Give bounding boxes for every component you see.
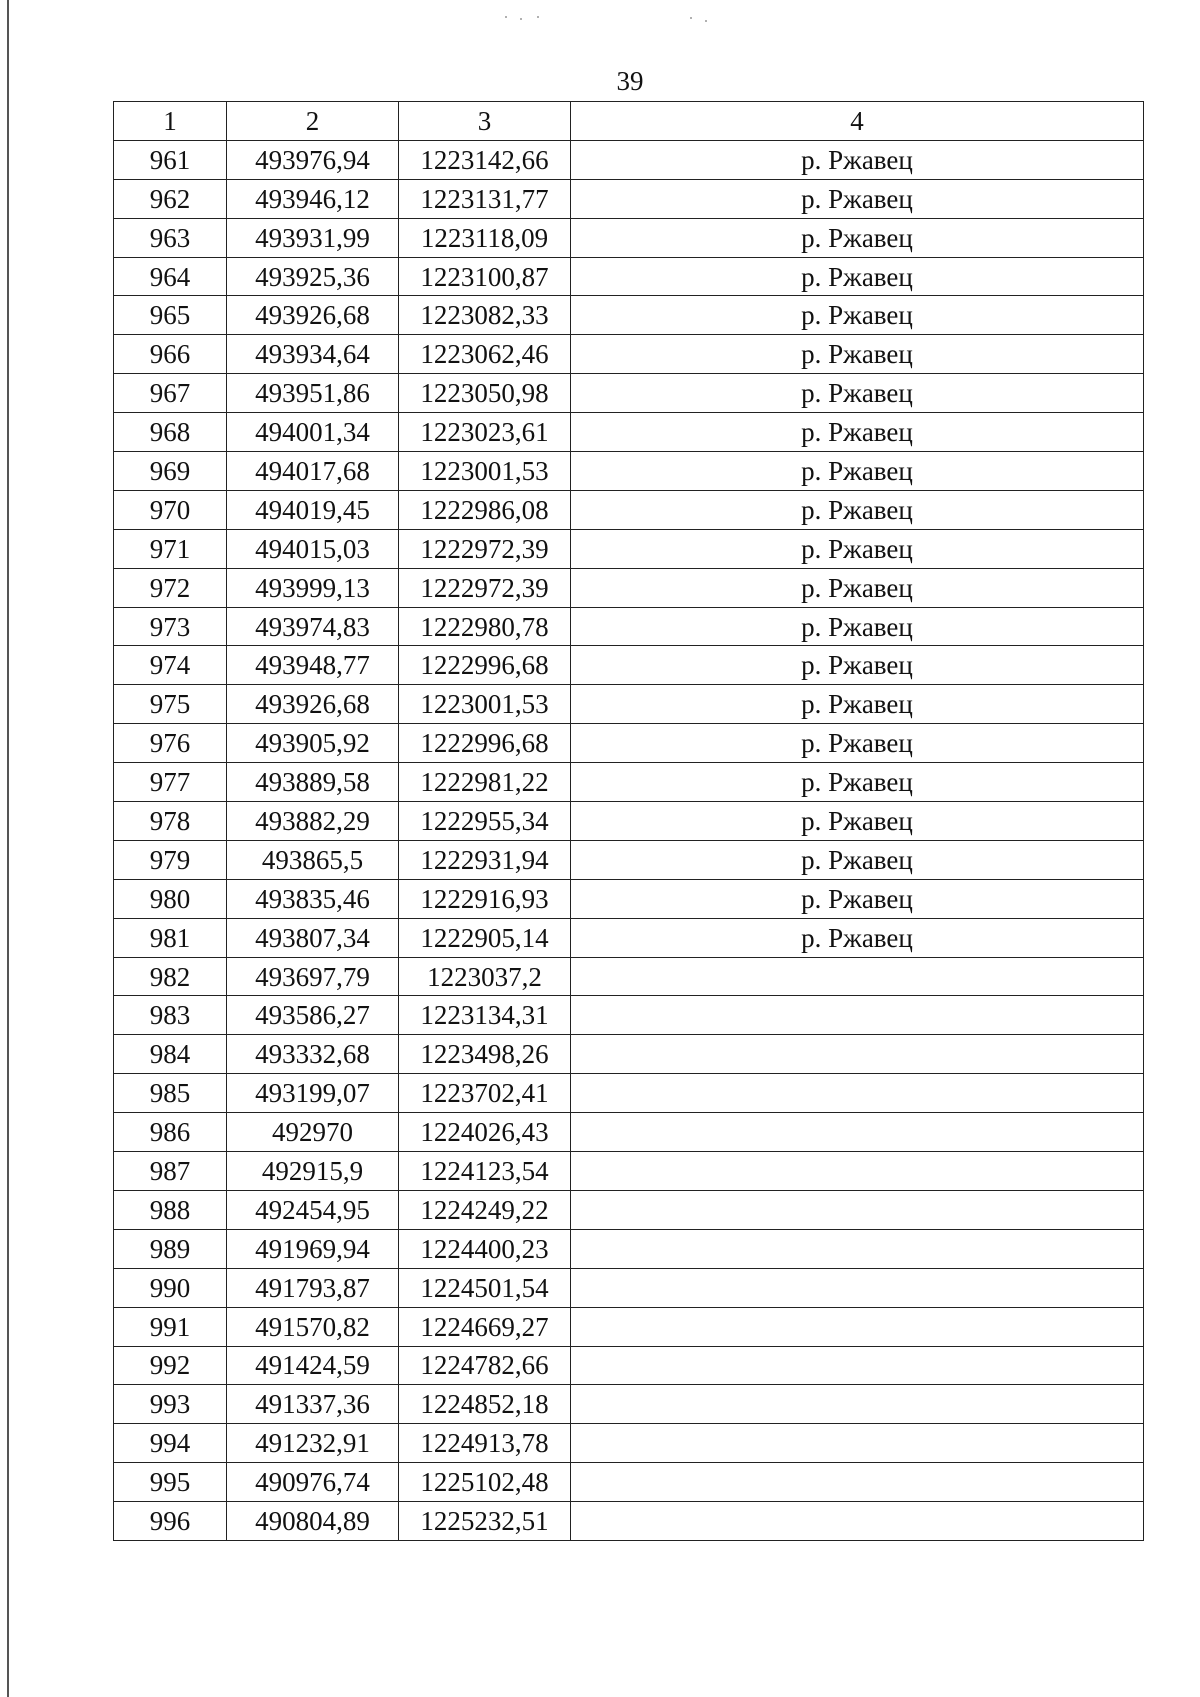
scan-speck [537,16,539,18]
table-row [114,413,1144,452]
x-coordinate-cell: 493697,79 [227,957,399,996]
x-coordinate-cell: 493948,77 [227,646,399,685]
table-row [114,996,1144,1035]
y-coordinate-cell: 1224852,18 [399,1385,571,1424]
description-cell: р. Ржавец [571,568,1144,607]
table-header-row [114,102,1144,141]
table-row [114,918,1144,957]
point-number-cell: 977 [114,763,227,802]
table-row [114,179,1144,218]
point-number-cell: 991 [114,1307,227,1346]
point-number-cell: 982 [114,957,227,996]
description-cell [571,1229,1144,1268]
point-number-cell: 985 [114,1074,227,1113]
x-coordinate-cell: 491793,87 [227,1268,399,1307]
table-row [114,1190,1144,1229]
y-coordinate-cell: 1222931,94 [399,840,571,879]
x-coordinate-cell: 494019,45 [227,490,399,529]
y-coordinate-cell: 1223100,87 [399,257,571,296]
description-cell: р. Ржавец [571,374,1144,413]
y-coordinate-cell: 1223134,31 [399,996,571,1035]
point-number-cell: 996 [114,1502,227,1541]
y-coordinate-cell: 1224026,43 [399,1113,571,1152]
x-coordinate-cell: 493974,83 [227,607,399,646]
x-coordinate-cell: 493925,36 [227,257,399,296]
description-cell [571,1035,1144,1074]
description-cell: р. Ржавец [571,763,1144,802]
x-coordinate-cell: 493199,07 [227,1074,399,1113]
page-left-border [7,0,9,1697]
description-cell: р. Ржавец [571,879,1144,918]
x-coordinate-cell: 491424,59 [227,1346,399,1385]
y-coordinate-cell: 1223142,66 [399,140,571,179]
table-row [114,1268,1144,1307]
table-row [114,490,1144,529]
point-number-cell: 981 [114,918,227,957]
y-coordinate-cell: 1222972,39 [399,529,571,568]
description-cell [571,957,1144,996]
description-cell: р. Ржавец [571,607,1144,646]
header-cell-description: 4 [571,102,1144,141]
point-number-cell: 988 [114,1190,227,1229]
x-coordinate-cell: 490976,74 [227,1463,399,1502]
x-coordinate-cell: 491969,94 [227,1229,399,1268]
point-number-cell: 989 [114,1229,227,1268]
description-cell [571,1268,1144,1307]
y-coordinate-cell: 1223037,2 [399,957,571,996]
table-row [114,840,1144,879]
x-coordinate-cell: 491337,36 [227,1385,399,1424]
x-coordinate-cell: 493976,94 [227,140,399,179]
y-coordinate-cell: 1224913,78 [399,1424,571,1463]
x-coordinate-cell: 494015,03 [227,529,399,568]
point-number-cell: 992 [114,1346,227,1385]
description-cell: р. Ржавец [571,685,1144,724]
x-coordinate-cell: 493926,68 [227,296,399,335]
table-row [114,335,1144,374]
table-row [114,296,1144,335]
description-cell [571,996,1144,1035]
y-coordinate-cell: 1224669,27 [399,1307,571,1346]
x-coordinate-cell: 493332,68 [227,1035,399,1074]
x-coordinate-cell: 492970 [227,1113,399,1152]
y-coordinate-cell: 1224249,22 [399,1190,571,1229]
table-row [114,763,1144,802]
table-row [114,529,1144,568]
coordinates-table [113,101,1144,1541]
point-number-cell: 972 [114,568,227,607]
x-coordinate-cell: 493905,92 [227,724,399,763]
table-row [114,374,1144,413]
table-row [114,1463,1144,1502]
description-cell [571,1074,1144,1113]
point-number-cell: 980 [114,879,227,918]
x-coordinate-cell: 493951,86 [227,374,399,413]
point-number-cell: 976 [114,724,227,763]
scan-speck [505,16,507,18]
table-row [114,1152,1144,1191]
point-number-cell: 990 [114,1268,227,1307]
y-coordinate-cell: 1223702,41 [399,1074,571,1113]
description-cell: р. Ржавец [571,218,1144,257]
y-coordinate-cell: 1224501,54 [399,1268,571,1307]
description-cell: р. Ржавец [571,918,1144,957]
description-cell [571,1190,1144,1229]
point-number-cell: 964 [114,257,227,296]
x-coordinate-cell: 492915,9 [227,1152,399,1191]
y-coordinate-cell: 1223118,09 [399,218,571,257]
coordinates-table-body [114,102,1144,1541]
table-row [114,1074,1144,1113]
table-row [114,1113,1144,1152]
point-number-cell: 969 [114,452,227,491]
y-coordinate-cell: 1223001,53 [399,452,571,491]
header-cell-point-number: 1 [114,102,227,141]
table-row [114,1346,1144,1385]
table-row [114,646,1144,685]
x-coordinate-cell: 491570,82 [227,1307,399,1346]
y-coordinate-cell: 1223023,61 [399,413,571,452]
point-number-cell: 965 [114,296,227,335]
x-coordinate-cell: 494001,34 [227,413,399,452]
header-cell-y-coordinate: 3 [399,102,571,141]
table-row [114,218,1144,257]
description-cell [571,1152,1144,1191]
y-coordinate-cell: 1222955,34 [399,802,571,841]
y-coordinate-cell: 1222916,93 [399,879,571,918]
y-coordinate-cell: 1223131,77 [399,179,571,218]
y-coordinate-cell: 1222905,14 [399,918,571,957]
x-coordinate-cell: 491232,91 [227,1424,399,1463]
y-coordinate-cell: 1222996,68 [399,646,571,685]
table-row [114,1385,1144,1424]
scan-speck [520,18,522,20]
point-number-cell: 975 [114,685,227,724]
y-coordinate-cell: 1222981,22 [399,763,571,802]
scan-speck [705,20,707,22]
table-row [114,724,1144,763]
point-number-cell: 970 [114,490,227,529]
point-number-cell: 971 [114,529,227,568]
table-row [114,257,1144,296]
description-cell: р. Ржавец [571,452,1144,491]
point-number-cell: 962 [114,179,227,218]
point-number-cell: 967 [114,374,227,413]
description-cell [571,1113,1144,1152]
point-number-cell: 995 [114,1463,227,1502]
x-coordinate-cell: 493835,46 [227,879,399,918]
point-number-cell: 968 [114,413,227,452]
description-cell: р. Ржавец [571,140,1144,179]
y-coordinate-cell: 1225232,51 [399,1502,571,1541]
point-number-cell: 987 [114,1152,227,1191]
description-cell: р. Ржавец [571,335,1144,374]
x-coordinate-cell: 493946,12 [227,179,399,218]
table-row [114,452,1144,491]
x-coordinate-cell: 493807,34 [227,918,399,957]
y-coordinate-cell: 1222996,68 [399,724,571,763]
x-coordinate-cell: 493882,29 [227,802,399,841]
y-coordinate-cell: 1224123,54 [399,1152,571,1191]
x-coordinate-cell: 493586,27 [227,996,399,1035]
table-row [114,879,1144,918]
y-coordinate-cell: 1223050,98 [399,374,571,413]
point-number-cell: 983 [114,996,227,1035]
description-cell: р. Ржавец [571,179,1144,218]
y-coordinate-cell: 1224400,23 [399,1229,571,1268]
point-number-cell: 994 [114,1424,227,1463]
x-coordinate-cell: 493999,13 [227,568,399,607]
point-number-cell: 979 [114,840,227,879]
description-cell [571,1385,1144,1424]
y-coordinate-cell: 1222986,08 [399,490,571,529]
description-cell [571,1307,1144,1346]
table-row [114,140,1144,179]
y-coordinate-cell: 1222972,39 [399,568,571,607]
table-row [114,1229,1144,1268]
header-cell-x-coordinate: 2 [227,102,399,141]
x-coordinate-cell: 492454,95 [227,1190,399,1229]
scan-speck [690,17,692,19]
description-cell: р. Ржавец [571,490,1144,529]
point-number-cell: 993 [114,1385,227,1424]
point-number-cell: 963 [114,218,227,257]
x-coordinate-cell: 493926,68 [227,685,399,724]
y-coordinate-cell: 1225102,48 [399,1463,571,1502]
y-coordinate-cell: 1223498,26 [399,1035,571,1074]
x-coordinate-cell: 493931,99 [227,218,399,257]
x-coordinate-cell: 493934,64 [227,335,399,374]
table-row [114,1424,1144,1463]
description-cell: р. Ржавец [571,413,1144,452]
table-row [114,1035,1144,1074]
y-coordinate-cell: 1223001,53 [399,685,571,724]
table-row [114,957,1144,996]
point-number-cell: 961 [114,140,227,179]
point-number-cell: 978 [114,802,227,841]
x-coordinate-cell: 493889,58 [227,763,399,802]
point-number-cell: 966 [114,335,227,374]
description-cell [571,1463,1144,1502]
description-cell: р. Ржавец [571,257,1144,296]
point-number-cell: 986 [114,1113,227,1152]
description-cell: р. Ржавец [571,646,1144,685]
description-cell [571,1424,1144,1463]
description-cell [571,1502,1144,1541]
description-cell: р. Ржавец [571,840,1144,879]
description-cell: р. Ржавец [571,529,1144,568]
y-coordinate-cell: 1223082,33 [399,296,571,335]
y-coordinate-cell: 1222980,78 [399,607,571,646]
x-coordinate-cell: 493865,5 [227,840,399,879]
description-cell: р. Ржавец [571,802,1144,841]
table-row [114,802,1144,841]
description-cell: р. Ржавец [571,724,1144,763]
table-row [114,1502,1144,1541]
x-coordinate-cell: 494017,68 [227,452,399,491]
x-coordinate-cell: 490804,89 [227,1502,399,1541]
description-cell [571,1346,1144,1385]
description-cell: р. Ржавец [571,296,1144,335]
point-number-cell: 984 [114,1035,227,1074]
point-number-cell: 973 [114,607,227,646]
point-number-cell: 974 [114,646,227,685]
table-row [114,607,1144,646]
table-row [114,568,1144,607]
y-coordinate-cell: 1223062,46 [399,335,571,374]
page-number: 39 [616,66,644,96]
table-row [114,1307,1144,1346]
table-row [114,685,1144,724]
y-coordinate-cell: 1224782,66 [399,1346,571,1385]
